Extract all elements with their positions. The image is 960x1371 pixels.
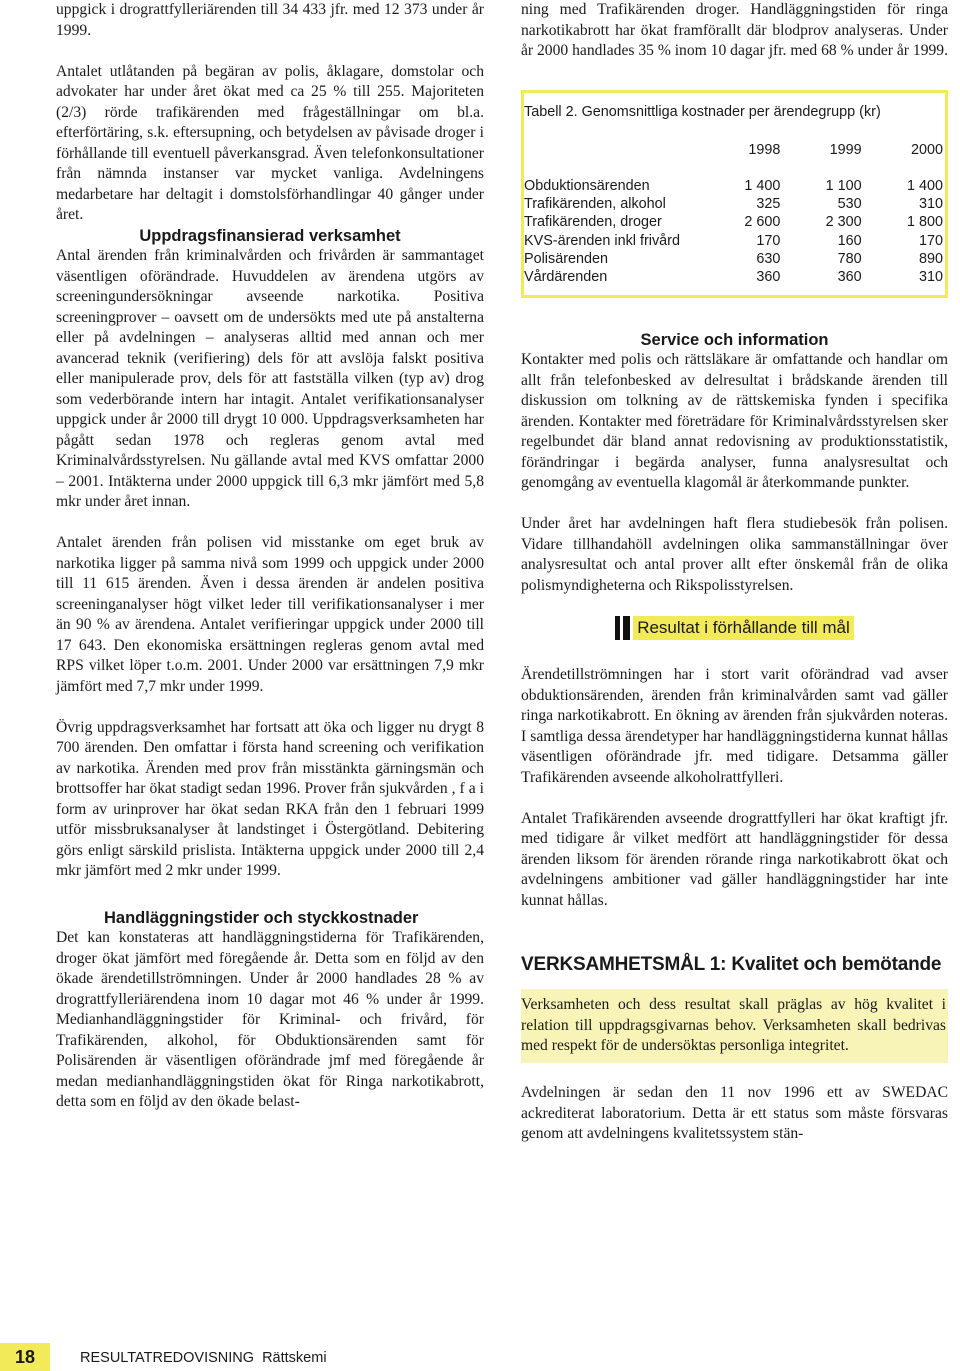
table-header-year: 1999: [829, 141, 862, 158]
page-number: 18: [0, 1343, 50, 1371]
table-row: [524, 195, 943, 213]
table-body: [524, 177, 943, 287]
section-heading: Handläggningstider och styckkostnader: [104, 908, 419, 927]
section-heading: Uppdragsfinansierad verksamhet: [139, 226, 401, 245]
table-cell-2000: 170: [918, 232, 943, 249]
table-cell-1999: 780: [837, 250, 862, 267]
paragraph: Antalet ärenden från polisen vid misstanke om eget bruk av narkotika ligger på samma nivå som 1999 och uppgick under 2000 till 11 615 ärenden. Även i dessa ärenden är andelen positiva screeninganalyser högt vilket leder till verifikationsanalyser i mer än 90 % av ärendena. Antalet verifieringar uppgick under 2000 till 17 643. Den ekonomiska ersättningen regleras genom avtal med RPS vilket löper t.o.m. 2001. Under 2000 var ersättningen 7,9 mkr jämfört med 7,7 mkr under 1999.: [56, 534, 484, 695]
goal-box: [521, 989, 948, 1063]
cost-table-box: [521, 90, 948, 298]
result-heading: [615, 616, 854, 640]
table-cell-label: Trafikärenden, alkohol: [524, 196, 666, 213]
table-cell-label: Polisärenden: [524, 250, 609, 267]
table-row: [524, 250, 943, 268]
table-cell-1999: 1 100: [825, 177, 862, 194]
result-heading-text: Resultat i förhållande till mål: [633, 616, 854, 640]
page-footer: [0, 1340, 960, 1371]
table-cell-label: Vårdärenden: [524, 269, 608, 286]
paragraph: Det kan konstateras att handläggningstiderna för Trafikärenden, droger ökat jämfört med föregående år. Detta som en följd av den ökade ärendetillströmningen. Under år 2000 handlades 28 % av drograttfylleriärendena inom 10 dagar mot 46 % under år 1999. Medianhandläggningstider för Kriminal- och frivård, för Trafikärenden, alkohol, för Obduktionsärenden samt för Polisärenden är väsentligen oförändrade jmf med föregående år medan medianhandläggningstiden ökat för Ringa narkotikabrott, detta som en följd av den ökade belast-: [56, 929, 484, 1110]
heading-bar-icon: [615, 616, 620, 640]
paragraph: Ärendetillströmningen har i stort varit oförändrad vad avser obduktionsärenden, ärenden från kriminalvården samt vad gäller ringa narkotikabrott. En ökning av ärenden från sjukvården noteras. I samtliga dessa ärendetyper har handläggningstiderna kunnat hållas väsentligen oförändrade jfr. med tidigare. Detsamma gäller Trafikärenden avseende alkoholrattfylleri.: [521, 666, 948, 786]
paragraph: ning med Trafikärenden droger. Handläggningstiden för ringa narkotikabrott har ökat framförallt där blodprov analyseras. Under år 2000 handlades 35 % inom 10 dagar jfr. med 68 % under år 1999.: [521, 1, 948, 59]
paragraph: Övrig uppdragsverksamhet har fortsatt att öka och ligger nu drygt 8 700 ärenden. Den omfattar i första hand screening och verifikation av narkotika. Ärenden med prov från misstänkta gärningsmän och brottsoffer har ökat stadigt sedan 1996. Prover från sjukvården , f a i form av urinprover har ökat sedan RKA från den 1 februari 1999 utför missbruksanalyser åt landstinget i Östergötland. Debitering görs enligt särskild prislista. Intäkterna uppgick under 2000 till 2,4 mkr jämfört med 2 mkr under 1999.: [56, 718, 484, 879]
table-row: [524, 177, 943, 195]
goal-text: Verksamheten och dess resultat skall präglas av hög kvalitet i relation till uppdragsgivarnas behov. Verksamheten skall bedrivas med respekt för de undersöktas personliga integritet.: [521, 996, 946, 1055]
table-cell-2000: 1 800: [906, 214, 943, 231]
paragraph: Antal ärenden från kriminalvården och frivården är sammantaget väsentligen oförändrade. Huvuddelen av ärendena utgörs av screeningundersökningar avseende narkotika. Positiva screeningprover – oavsett om de undersökts med ute på anstalterna eller på avdelningen – analyseras alltid med annan och mer avancerad teknik (verifiering) dels för att avslöja falskt positiva eller manipulerade prov, dels för att fastställa vilken (typ av) drog som vederbörande intern har intagit. Antalet verifikationsanalyser uppgick under år 2000 till drygt 10 000. Uppdragsverksamheten har pågått sedan 1978 och regleras genom avtal med Kriminalvårdsstyrelsen. Nu gällande avtal med KVS omfattar 2000 – 2001. Intäkterna under 2000 uppgick till 6,3 mkr jämfört med 5,8 mkr under året innan.: [56, 247, 484, 510]
table-cell-1999: 530: [837, 196, 862, 213]
footer-title: RESULTATREDOVISNING Rättskemi: [80, 1350, 327, 1366]
table-header-year: 2000: [910, 141, 943, 158]
section-heading: Service och information: [640, 330, 829, 349]
paragraph: Antalet utlåtanden på begäran av polis, åklagare, domstolar och advokater har under året ökat med ca 25 % till 255. Majoriteten (2/3) rörde trafikärenden med frågeställningar om bl.a. efterförtäring, s.k. eftersupning, och betydelsen av påvisade droger i förhållande till eventuell påverkansgrad. Även telefonkonsultationer från nämnda instanser var mycket vanliga. Avdelningens medarbetare har deltagit i domstolsförhandlingar 40 gånger under året.: [56, 62, 484, 223]
table-cell-2000: 1 400: [906, 177, 943, 194]
left-column: [56, 0, 484, 1113]
table-cell-1998: 1 400: [744, 177, 781, 194]
result-heading-wrap: [521, 616, 948, 645]
paragraph: Under året har avdelningen haft flera studiebesök från polisen. Vidare tillhandahöll avdelningen olika sammanställningar över analysresultat och antal prover allt efter önskemål från de olika polismyndigheterna och Rikspolisstyrelsen.: [521, 515, 948, 594]
table-row: [524, 232, 943, 250]
table-header-year: 1998: [748, 141, 781, 158]
heading-bar-icon: [623, 616, 630, 640]
table-cell-1998: 630: [756, 250, 781, 267]
table-cell-label: KVS-ärenden inkl frivård: [524, 232, 680, 249]
table-cell-1999: 360: [837, 269, 862, 286]
table-cell-1999: 160: [837, 232, 862, 249]
table-cell-label: Obduktionsärenden: [524, 177, 650, 194]
table-row: [524, 268, 943, 286]
table-cell-2000: 310: [918, 196, 943, 213]
table-cell-2000: 310: [918, 269, 943, 286]
paragraph: Avdelningen är sedan den 11 nov 1996 ett av SWEDAC ackrediterat laboratorium. Detta är ett status som måste försvaras genom att avdelningens kvalitetssystem stän-: [521, 1084, 948, 1143]
cost-table: [524, 141, 943, 287]
table-cell-1998: 325: [756, 196, 781, 213]
table-cell-label: Trafikärenden, droger: [524, 214, 662, 231]
table-cell-1998: 170: [756, 232, 781, 249]
paragraph: uppgick i drograttfylleriärenden till 34 433 jfr. med 12 373 under år 1999.: [56, 1, 484, 39]
table-row: [524, 213, 943, 231]
table-header-empty: [524, 141, 699, 177]
table-cell-1998: 360: [756, 269, 781, 286]
right-column: [521, 0, 948, 1145]
paragraph: Kontakter med polis och rättsläkare är omfattande och handlar om allt från telefonbesked av delresultat i brådskande ärenden till diskussion om tolkning av de rättskemiska fynden i specifika ärenden. Kontakter med företrädare för Kriminalvårdsstyrelsen sker regelbundet där bland annat redovisning av produktionsstatistik, förändringar i begärda analyser, funna analysresultat och genomgång av eventuella klagomål är återkommande punkter.: [521, 351, 948, 492]
table-cell-1999: 2 300: [825, 214, 862, 231]
table-caption: Tabell 2. Genomsnittliga kostnader per ärendegrupp (kr): [524, 103, 881, 120]
table-cell-2000: 890: [918, 250, 943, 267]
paragraph: Antalet Trafikärenden avseende drograttfylleri har ökat kraftigt jfr. med tidigare år vilket medfört att handläggningstider för dessa ärenden liksom för ärenden rörande ringa narkotikabrott ökat och avdelningens ambitioner vad gäller handläggningstider har inte kunnat hållas.: [521, 809, 948, 909]
table-cell-1998: 2 600: [744, 214, 781, 231]
goal-heading: VERKSAMHETSMÅL 1: Kvalitet och bemötande: [521, 954, 942, 976]
table-header-row: [524, 141, 943, 177]
